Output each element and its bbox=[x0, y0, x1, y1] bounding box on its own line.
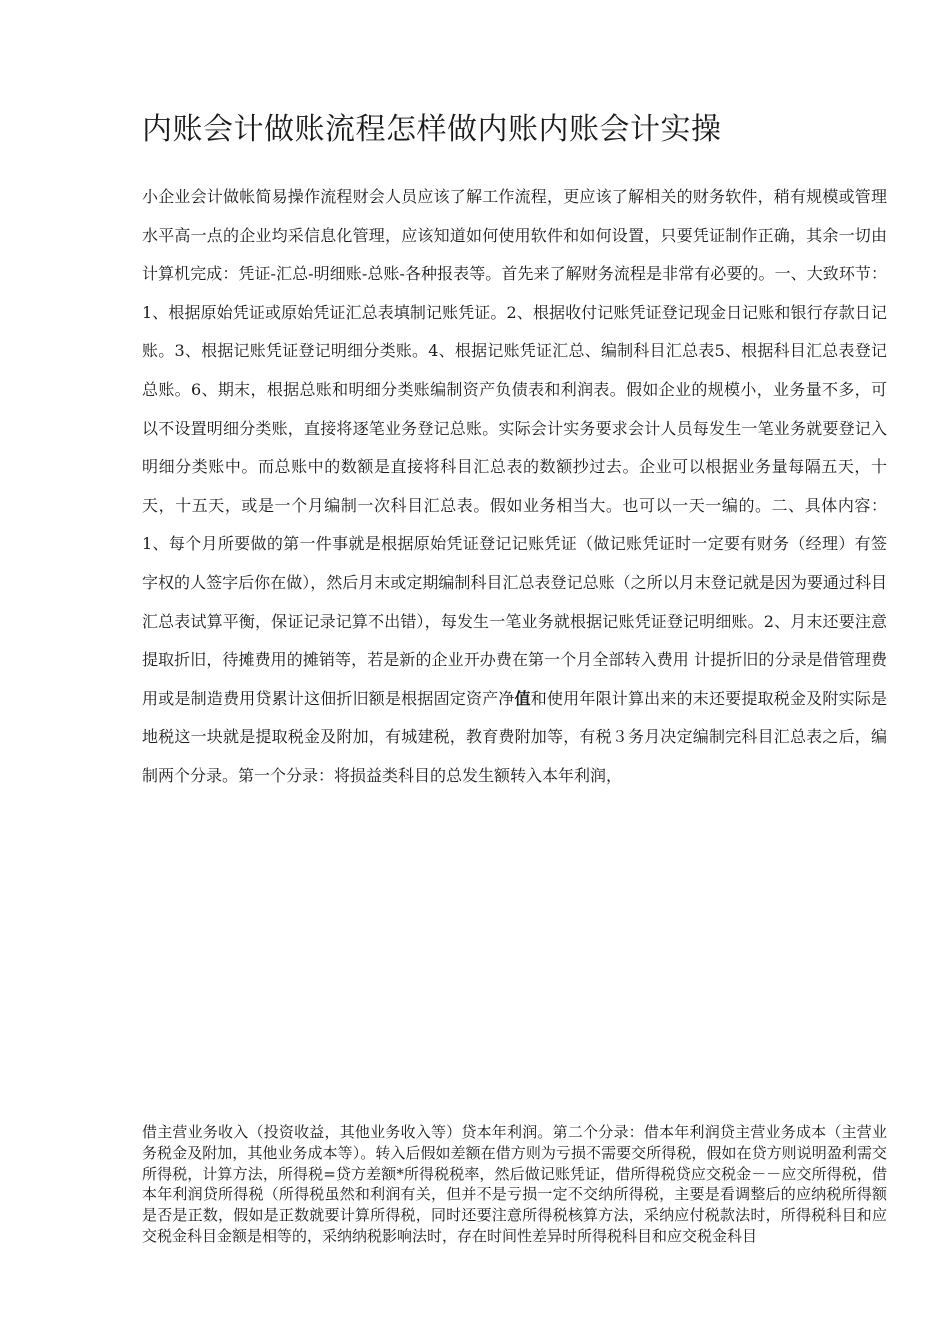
body-paragraph bbox=[142, 178, 887, 796]
document-title: 内账会计做账流程怎样做内账内账会计实操 bbox=[142, 112, 722, 147]
body-paragraph-text-continued: 和使用年限计算出来的末还要提取税金及附实际是地税这一块就是提取税金及附加，有城建税，教育费附加等，有税３务月决定编制完科目汇总表之后，编制两个分录。第一个分录：将损益类科目的总发生额转入本年利润， bbox=[142, 688, 887, 785]
body-paragraph-bold-word: 值 bbox=[514, 688, 531, 708]
dense-paragraph: 借主营业务收入（投资收益，其他业务收入等）贷本年利润。第二个分录：借本年利润贷主营业务成本（主营业务税金及附加，其他业务成本等）。转入后假如差额在借方则为亏损不需要交所得税，假如在贷方则说明盈利需交所得税，计算方法，所得税=贷方差额*所得税税率，然后做记账凭证，借所得税贷应交税金－－应交所得税，借本年利润贷所得税（所得税虽然和利润有关，但并不是亏损一定不交纳所得税，主要是看调整后的应纳税所得额是否是正数，假如是正数就要计算所得税，同时还要注意所得税核算方法，采纳应付税款法时，所得税科目和应交税金科目金额是相等的，采纳纳税影响法时，存在时间性差异时所得税科目和应交税金科目 bbox=[142, 1123, 887, 1245]
body-paragraph-text: 小企业会计做帐简易操作流程财会人员应该了解工作流程，更应该了解相关的财务软件，稍有规模或管理水平高一点的企业均采信息化管理，应该知道如何使用软件和如何设置，只要凭证制作正确，其余一切由计算机完成：凭证-汇总-明细账-总账-各种报表等。首先来了解财务流程是非常有必要的。一、大致环节：1、根据原始凭证或原始凭证汇总表填制记账凭证。2、根据收付记账凭证登记现金日记账和银行存款日记账。3、根据记账凭证登记明细分类账。4、根据记账凭证汇总、编制科目汇总表5、根据科目汇总表登记总账。6、期末，根据总账和明细分类账编制资产负债表和利润表。假如企业的规模小，业务量不多，可以不设置明细分类账，直接将逐笔业务登记总账。实际会计实务要求会计人员每发生一笔业务就要登记入明细分类账中。而总账中的数额是直接将科目汇总表的数额抄过去。企业可以根据业务量每隔五天，十天，十五天，或是一个月编制一次科目汇总表。假如业务相当大。也可以一天一编的。二、具体内容：1、每个月所要做的第一件事就是根据原始凭证登记记账凭证（做记账凭证时一定要有财务（经理）有签字权的人签字后你在做），然后月末或定期编制科目汇总表登记总账（之所以月末登记就是因为要通过科目汇总表试算平衡，保证记录记算不出错），每发生一笔业务就根据记账凭证登记明细账。2、月末还要注意提取折旧，待摊费用的摊销等，若是新的企业开办费在第一个月全部转入费用 计提折旧的分录是借管理费用或是制造费用贷累计这佃折旧额是根据固定资产净 bbox=[142, 187, 887, 708]
